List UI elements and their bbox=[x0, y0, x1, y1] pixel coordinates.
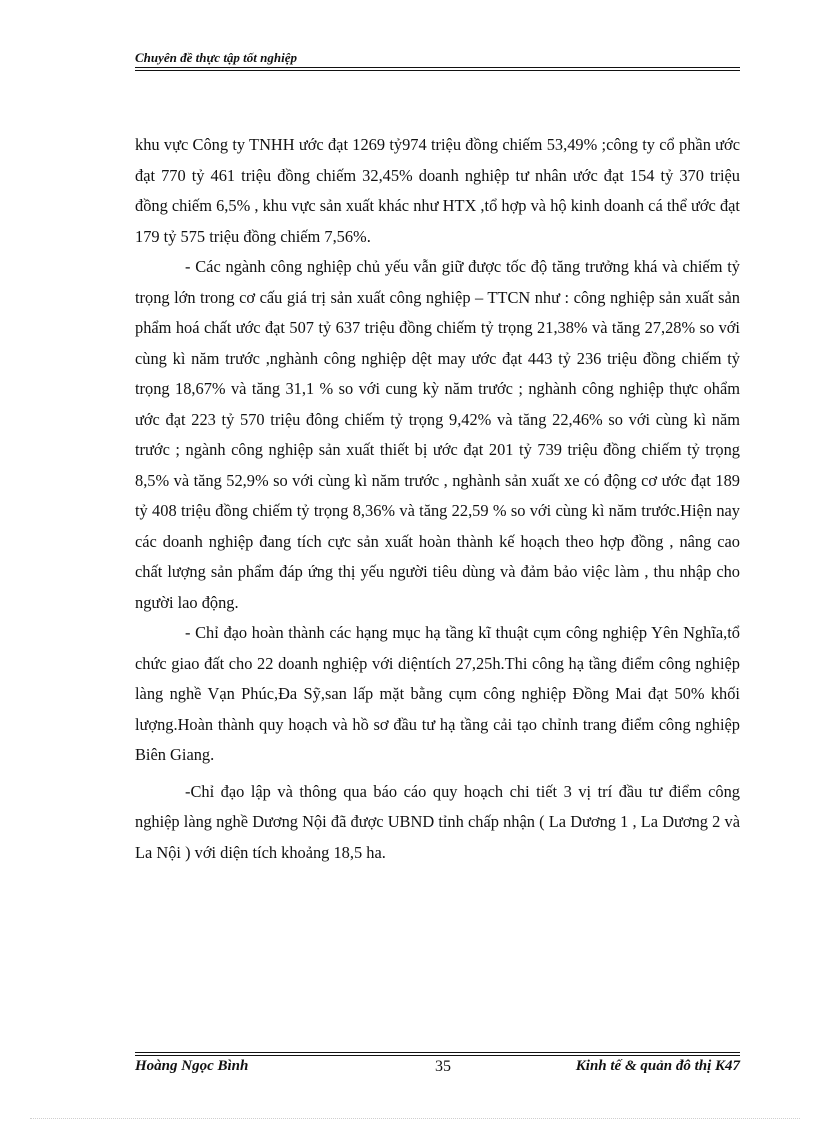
paragraph-4: -Chỉ đạo lập và thông qua báo cáo quy hoạch chi tiết 3 vị trí đầu tư điểm công nghiệp làng nghề Dương Nội đã được UBND tỉnh chấp nhận ( La Dương 1 , La Dương 2 và La Nội ) với diện tích khoảng 18,5 ha. bbox=[135, 781, 740, 862]
page-number: 35 bbox=[435, 1058, 451, 1075]
page-bottom-border bbox=[30, 1118, 800, 1119]
paragraph-1: khu vực Công ty TNHH ước đạt 1269 tỷ974 triệu đồng chiếm 53,49% ;công ty cổ phần ước đạt 770 tỷ 461 triệu đồng chiếm 32,45% doanh nghiệp tư nhân ước đạt 154 tỷ 370 triệu đồng chiếm 6,5% , khu vực sản xuất khác như HTX ,tổ hợp và hộ kinh doanh cá thể ước đạt 179 tỷ 575 triệu đồng chiếm 7,56%. bbox=[135, 135, 740, 246]
footer-author: Hoàng Ngọc Bình bbox=[135, 1058, 249, 1074]
footer-rule-secondary bbox=[135, 1055, 740, 1056]
header-rule bbox=[135, 67, 740, 68]
paragraph-2: - Các ngành công nghiệp chủ yếu vẫn giữ được tốc độ tăng trưởng khá và chiếm tỷ trọng lớn trong cơ cấu giá trị sản xuất công nghiệp – TTCN như : công nghiệp sản xuất sản phẩm hoá chất ước đạt 507 tỷ 637 triệu đồng chiếm tỷ trọng 21,38% và tăng 27,28% so với cùng kì năm trước ,nghành công nghiệp dệt may ước đạt 443 tỷ 236 triệu đồng chiếm tỷ trọng 18,67% và tăng 31,1 % so với cung kỳ năm trước ; nghành công nghiệp thực ohẩm ước đạt 223 tỷ 570 triệu đông chiếm tỷ trọng 9,42% và tăng 22,46% so với cùng kì năm trước ; ngành công nghiệp sản xuất thiết bị ước đạt 201 tỷ 739 triệu đồng chiếm tỷ trọng 8,5% và tăng 52,9% so với cùng kì năm trước , nghành sản xuất xe có động cơ ước đạt 189 tỷ 408 triệu đồng chiếm tỷ trọng 8,36% và tăng 22,59 % so với cùng kì năm trước.Hiện nay các doanh nghiệp đang tích cực sản xuất hoàn thành kế hoạch theo hợp đồng , nâng cao chất lượng sản phẩm đáp ứng thị yếu người tiêu dùng và đảm bảo việc làm , thu nhập cho người lao động. bbox=[135, 257, 740, 612]
header-rule-secondary bbox=[135, 70, 740, 71]
document-body bbox=[135, 130, 740, 868]
paragraph-3: - Chỉ đạo hoàn thành các hạng mục hạ tầng kĩ thuật cụm công nghiệp Yên Nghĩa,tổ chức giao đất cho 22 doanh nghiệp với diệntích 27,25h.Thi công hạ tầng điểm công nghiệp làng nghề Vạn Phúc,Đa Sỹ,san lấp mặt bằng cụm công nghiệp Đồng Mai đạt 50% khối lượng.Hoàn thành quy hoạch và hồ sơ đầu tư hạ tầng cải tạo chỉnh trang điểm công nghiệp Biên Giang. bbox=[135, 623, 740, 764]
footer-rule bbox=[135, 1052, 740, 1053]
footer-course: Kinh tế & quản đô thị K47 bbox=[575, 1058, 740, 1074]
page-header-title: Chuyên đề thực tập tốt nghiệp bbox=[135, 50, 297, 65]
